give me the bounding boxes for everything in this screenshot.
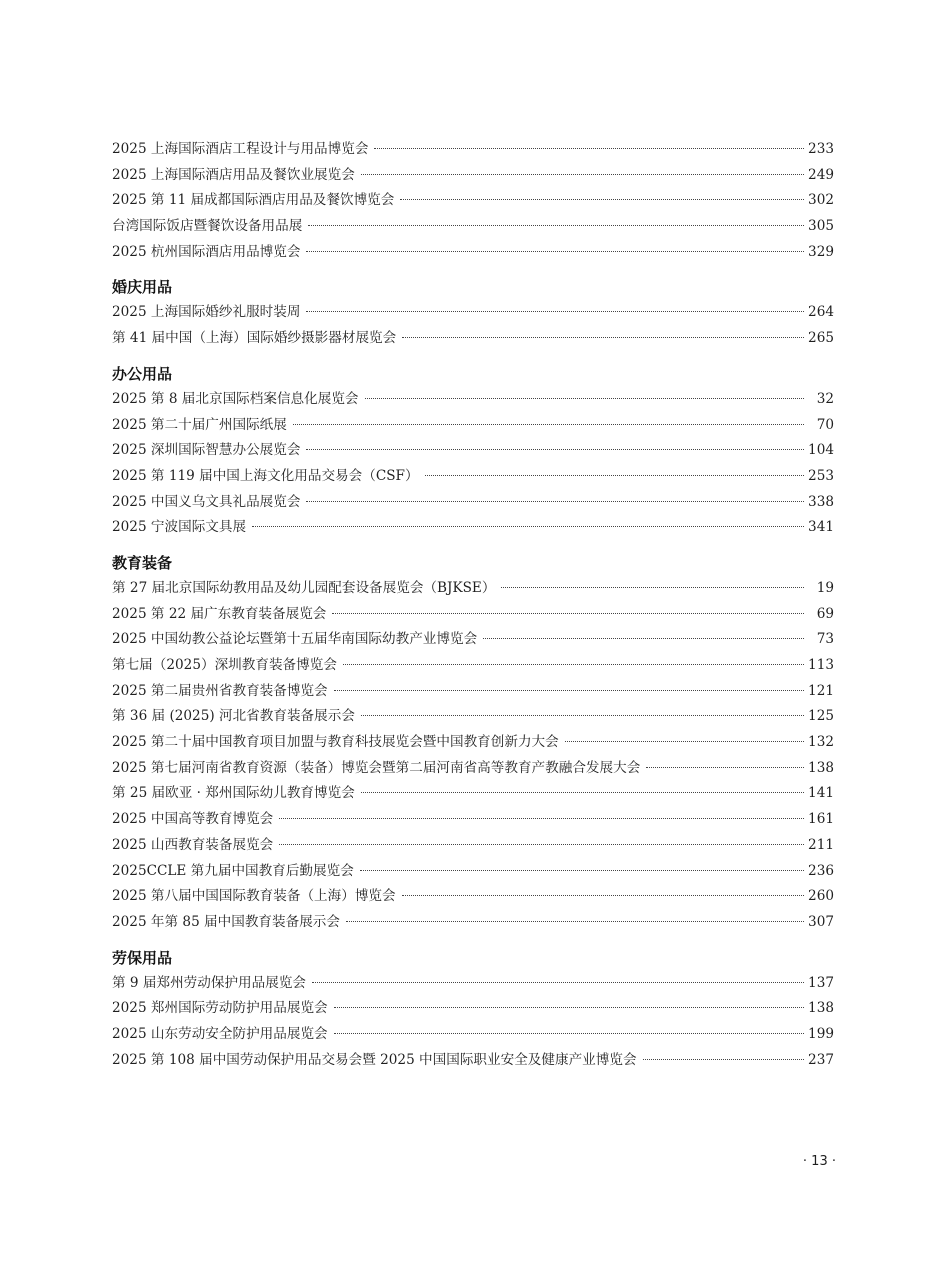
toc-entry[interactable] xyxy=(112,602,834,628)
toc-entry[interactable] xyxy=(112,756,834,782)
toc-entry-title: 第 41 届中国（上海）国际婚纱摄影器材展览会 xyxy=(112,330,397,347)
toc-entry-page: 69 xyxy=(816,605,834,622)
toc-entry[interactable] xyxy=(112,464,834,490)
toc-entry-page: 237 xyxy=(808,1051,834,1068)
toc-entry-page: 70 xyxy=(816,416,834,433)
toc-entry-page: 265 xyxy=(808,330,834,347)
toc-entry[interactable] xyxy=(112,163,834,189)
toc-entry-page: 264 xyxy=(808,304,834,321)
toc-entry[interactable] xyxy=(112,188,834,214)
toc-entry-page: 121 xyxy=(808,682,834,699)
toc-group-wedding xyxy=(112,274,834,351)
leader-dots xyxy=(400,199,804,200)
section-heading: 劳保用品 xyxy=(112,948,173,967)
toc-entry[interactable] xyxy=(112,137,834,163)
leader-dots xyxy=(306,501,804,502)
toc-entry-title: 第 25 届欧亚 · 郑州国际幼儿教育博览会 xyxy=(112,785,355,802)
toc-entry-page: 199 xyxy=(808,1025,834,1042)
toc-entry-title: 台湾国际饭店暨餐饮设备用品展 xyxy=(112,218,303,235)
toc-entry[interactable] xyxy=(112,438,834,464)
leader-dots xyxy=(293,424,804,425)
leader-dots xyxy=(343,664,804,665)
toc-entry-title: 2025 深圳国际智慧办公展览会 xyxy=(112,442,301,459)
toc-entry-title: 2025 上海国际酒店用品及餐饮业展览会 xyxy=(112,166,355,183)
toc-entry-page: 305 xyxy=(808,218,834,235)
leader-dots xyxy=(252,526,804,527)
leader-dots xyxy=(361,792,804,793)
toc-entry-page: 302 xyxy=(808,192,834,209)
toc-entry-title: 2025 第二届贵州省教育装备博览会 xyxy=(112,682,328,699)
leader-dots xyxy=(425,475,804,476)
leader-dots xyxy=(308,225,804,226)
toc-entry[interactable] xyxy=(112,781,834,807)
leader-dots xyxy=(374,148,804,149)
toc-entry[interactable] xyxy=(112,1048,834,1074)
toc-entry-title: 2025 山西教育装备展览会 xyxy=(112,836,274,853)
toc-entry-title: 第七届（2025）深圳教育装备博览会 xyxy=(112,657,337,673)
toc-entry-page: 253 xyxy=(808,467,834,484)
toc-entry-title: 2025 第 119 届中国上海文化用品交易会（CSF） xyxy=(112,467,419,484)
toc-group-education xyxy=(112,550,834,936)
toc-entry[interactable] xyxy=(112,910,834,936)
leader-dots xyxy=(565,741,804,742)
toc-entry-page: 132 xyxy=(808,734,834,751)
toc-entry-page: 138 xyxy=(808,759,834,776)
toc-entry[interactable] xyxy=(112,240,834,266)
toc-entry[interactable] xyxy=(112,576,834,602)
toc-group-office xyxy=(112,361,834,541)
leader-dots xyxy=(334,1007,804,1008)
toc-entry-title: 2025 杭州国际酒店用品博览会 xyxy=(112,243,301,260)
leader-dots xyxy=(361,174,804,175)
toc-entry[interactable] xyxy=(112,996,834,1022)
leader-dots xyxy=(334,690,804,691)
toc-entry-title: 2025 第二十届广州国际纸展 xyxy=(112,416,287,433)
toc-entry[interactable] xyxy=(112,859,834,885)
toc-entry[interactable] xyxy=(112,214,834,240)
leader-dots xyxy=(483,638,804,639)
toc-entry[interactable] xyxy=(112,413,834,439)
toc-entry[interactable] xyxy=(112,833,834,859)
toc-entry[interactable] xyxy=(112,704,834,730)
toc-entry-title: 2025 第七届河南省教育资源（装备）博览会暨第二届河南省高等教育产教融合发展大会 xyxy=(112,759,641,776)
toc-entry-page: 307 xyxy=(808,913,834,930)
toc-entry[interactable] xyxy=(112,807,834,833)
leader-dots xyxy=(360,870,804,871)
toc-entry-title: 2025 上海国际酒店工程设计与用品博览会 xyxy=(112,141,369,157)
leader-dots xyxy=(334,1033,804,1034)
leader-dots xyxy=(306,449,804,450)
leader-dots xyxy=(279,844,804,845)
toc-entry-title: 第 9 届郑州劳动保护用品展览会 xyxy=(112,974,307,991)
toc-entry[interactable] xyxy=(112,1022,834,1048)
toc-group-hotel xyxy=(112,137,834,265)
toc-entry-page: 19 xyxy=(816,579,834,596)
toc-entry-title: 2025 第 8 届北京国际档案信息化展览会 xyxy=(112,390,359,407)
toc-entry[interactable] xyxy=(112,627,834,653)
toc-entry-page: 338 xyxy=(808,493,834,510)
section-heading: 办公用品 xyxy=(112,364,173,383)
leader-dots xyxy=(402,895,804,896)
toc-entry-title: 2025 第八届中国国际教育装备（上海）博览会 xyxy=(112,888,396,905)
toc-entry-page: 113 xyxy=(808,657,834,673)
page-number: · 13 · xyxy=(802,1154,836,1169)
leader-dots xyxy=(312,982,804,983)
table-of-contents xyxy=(112,137,834,1073)
toc-entry-page: 141 xyxy=(808,785,834,802)
leader-dots xyxy=(365,398,804,399)
toc-entry[interactable] xyxy=(112,387,834,413)
leader-dots xyxy=(332,613,804,614)
toc-entry-page: 73 xyxy=(816,631,834,648)
toc-entry-title: 2025 第 22 届广东教育装备展览会 xyxy=(112,605,327,622)
toc-entry[interactable] xyxy=(112,653,834,679)
section-heading: 婚庆用品 xyxy=(112,278,173,297)
toc-entry-title: 2025 中国幼教公益论坛暨第十五届华南国际幼教产业博览会 xyxy=(112,631,478,648)
toc-entry-page: 233 xyxy=(808,141,834,157)
leader-dots xyxy=(646,767,804,768)
toc-entry-page: 329 xyxy=(808,243,834,260)
toc-entry-title: 2025 第 108 届中国劳动保护用品交易会暨 2025 中国国际职业安全及健康产业博览会 xyxy=(112,1051,637,1068)
leader-dots xyxy=(501,587,804,588)
leader-dots xyxy=(306,311,804,312)
toc-entry[interactable] xyxy=(112,300,834,326)
toc-entry-title: 2025 郑州国际劳动防护用品展览会 xyxy=(112,1000,328,1017)
toc-entry-title: 2025 年第 85 届中国教育装备展示会 xyxy=(112,913,340,930)
toc-entry[interactable] xyxy=(112,490,834,516)
toc-entry-page: 249 xyxy=(808,166,834,183)
toc-entry[interactable] xyxy=(112,326,834,352)
toc-entry-page: 236 xyxy=(808,862,834,879)
toc-entry-title: 第 27 届北京国际幼教用品及幼儿园配套设备展览会（BJKSE） xyxy=(112,579,496,596)
toc-entry-page: 104 xyxy=(808,442,834,459)
toc-entry[interactable] xyxy=(112,884,834,910)
toc-entry-page: 260 xyxy=(808,888,834,905)
toc-entry-title: 2025 宁波国际文具展 xyxy=(112,519,247,536)
leader-dots xyxy=(402,337,804,338)
toc-entry[interactable] xyxy=(112,679,834,705)
leader-dots xyxy=(361,715,804,716)
toc-entry-title: 2025 第二十届中国教育项目加盟与教育科技展览会暨中国教育创新力大会 xyxy=(112,734,559,751)
toc-group-labor-protection xyxy=(112,945,834,1074)
toc-entry-page: 137 xyxy=(808,974,834,991)
toc-entry-page: 211 xyxy=(808,836,834,853)
toc-entry-title: 2025CCLE 第九届中国教育后勤展览会 xyxy=(112,862,354,879)
toc-entry-page: 341 xyxy=(808,519,834,536)
toc-entry-title: 2025 中国高等教育博览会 xyxy=(112,811,274,828)
toc-entry[interactable] xyxy=(112,971,834,997)
leader-dots xyxy=(643,1059,804,1060)
leader-dots xyxy=(306,251,804,252)
toc-entry-page: 32 xyxy=(816,390,834,407)
toc-entry-title: 2025 第 11 届成都国际酒店用品及餐饮博览会 xyxy=(112,192,395,209)
toc-entry-title: 2025 山东劳动安全防护用品展览会 xyxy=(112,1025,328,1042)
toc-entry-title: 第 36 届 (2025) 河北省教育装备展示会 xyxy=(112,708,355,725)
toc-entry-page: 125 xyxy=(808,708,834,725)
toc-entry-page: 138 xyxy=(808,1000,834,1017)
section-heading: 教育装备 xyxy=(112,553,173,572)
toc-entry-title: 2025 上海国际婚纱礼服时装周 xyxy=(112,304,301,321)
leader-dots xyxy=(346,921,804,922)
leader-dots xyxy=(279,818,804,819)
toc-entry[interactable] xyxy=(112,515,834,541)
toc-entry-title: 2025 中国义乌文具礼品展览会 xyxy=(112,493,301,510)
toc-entry-page: 161 xyxy=(808,811,834,828)
toc-entry[interactable] xyxy=(112,730,834,756)
